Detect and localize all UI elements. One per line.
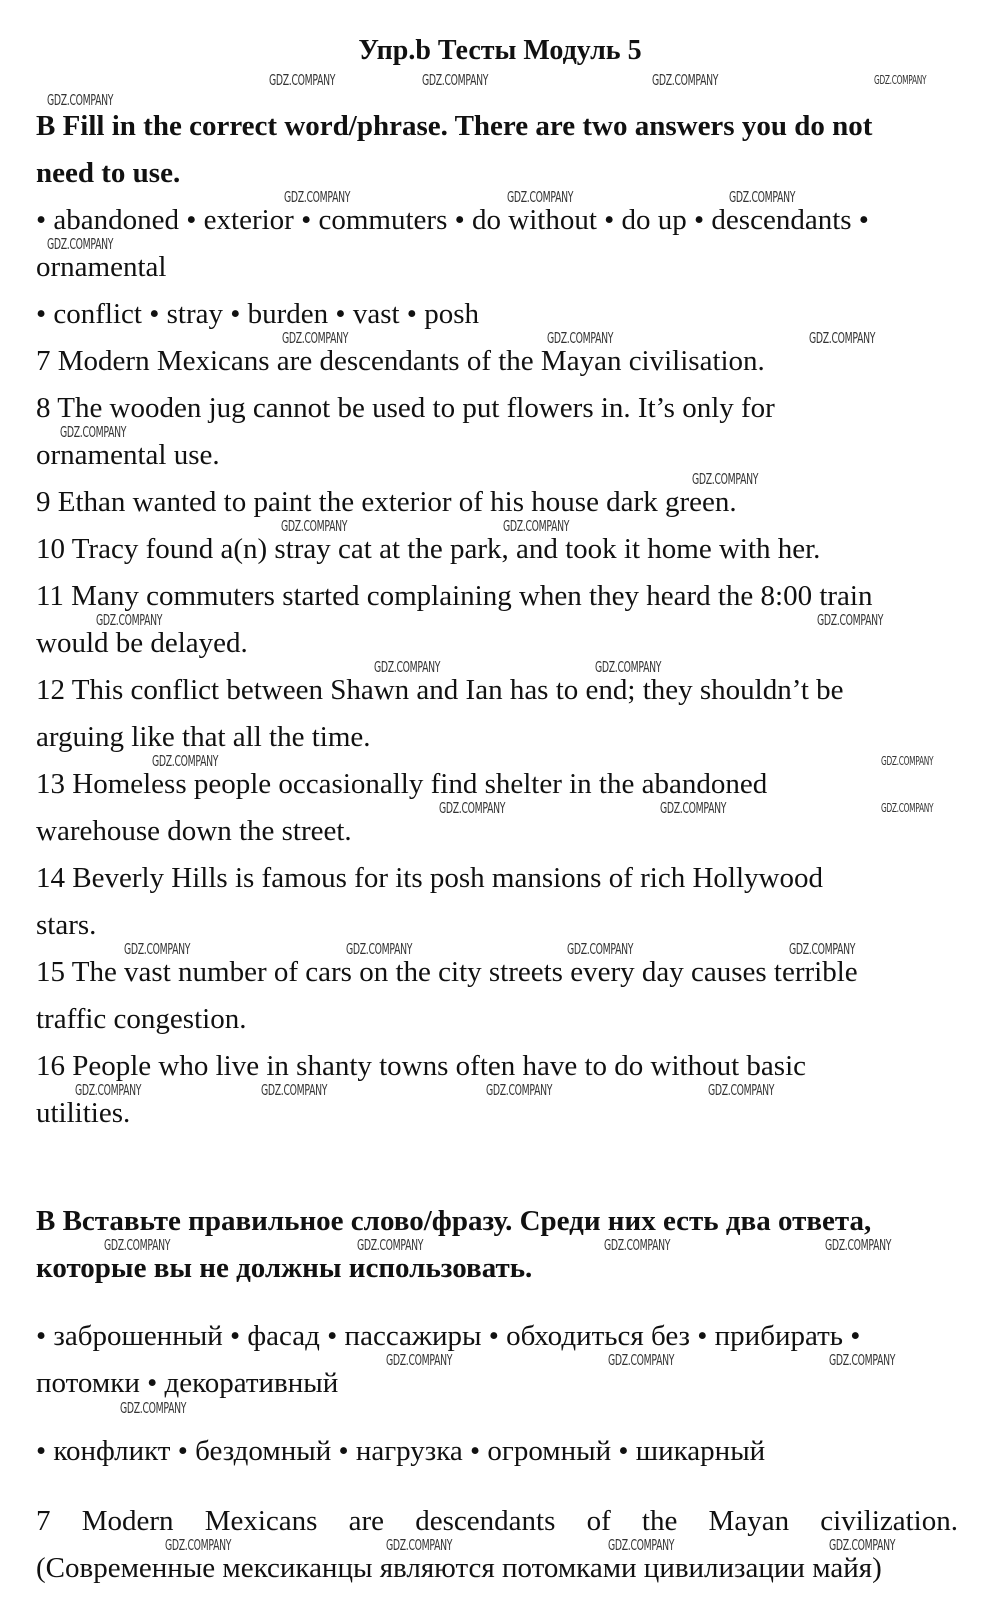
watermark: GDZ.COMPANY — [422, 71, 489, 89]
instruction-line: need to use. — [36, 157, 181, 189]
watermark: GDZ.COMPANY — [346, 940, 413, 958]
sentence-line: 7 Modern Mexicans are descendants of the Mayan civilization. — [36, 1505, 958, 1537]
watermark: GDZ.COMPANY — [874, 73, 927, 87]
watermark: GDZ.COMPANY — [608, 1351, 675, 1369]
sentence-line: 13 Homeless people occasionally find shelter in the abandoned — [36, 768, 768, 800]
watermark: GDZ.COMPANY — [152, 752, 219, 770]
sentence-line: ornamental use. — [36, 439, 220, 471]
sentence-line: 11 Many commuters started complaining when they heard the 8:00 train — [36, 580, 873, 612]
sentence-line: 10 Tracy found a(n) stray cat at the park, and took it home with her. — [36, 533, 821, 565]
sentence-line: would be delayed. — [36, 627, 248, 659]
watermark: GDZ.COMPANY — [604, 1236, 671, 1254]
watermark: GDZ.COMPANY — [120, 1399, 187, 1417]
sentence-line: arguing like that all the time. — [36, 721, 371, 753]
watermark: GDZ.COMPANY — [809, 329, 876, 347]
sentence-line: 9 Ethan wanted to paint the exterior of his house dark green. — [36, 486, 737, 518]
watermark: GDZ.COMPANY — [825, 1236, 892, 1254]
sentence-line: warehouse down the street. — [36, 815, 352, 847]
watermark: GDZ.COMPANY — [124, 940, 191, 958]
watermark: GDZ.COMPANY — [439, 799, 506, 817]
watermark: GDZ.COMPANY — [60, 423, 127, 441]
watermark: GDZ.COMPANY — [595, 658, 662, 676]
watermark: GDZ.COMPANY — [96, 611, 163, 629]
watermark: GDZ.COMPANY — [729, 188, 796, 206]
watermark: GDZ.COMPANY — [567, 940, 634, 958]
watermark: GDZ.COMPANY — [692, 470, 759, 488]
sentence-line: 12 This conflict between Shawn and Ian has to end; they shouldn’t be — [36, 674, 844, 706]
watermark: GDZ.COMPANY — [47, 235, 114, 253]
watermark: GDZ.COMPANY — [652, 71, 719, 89]
watermark: GDZ.COMPANY — [282, 329, 349, 347]
instruction-line: которые вы не должны использовать. — [36, 1252, 533, 1284]
word-bank-line: • abandoned • exterior • commuters • do without • do up • descendants • — [36, 204, 869, 236]
watermark: GDZ.COMPANY — [817, 611, 884, 629]
word-bank-line: • conflict • stray • burden • vast • posh — [36, 298, 479, 330]
watermark: GDZ.COMPANY — [789, 940, 856, 958]
watermark: GDZ.COMPANY — [269, 71, 336, 89]
instruction-line: B Вставьте правильное слово/фразу. Среди них есть два ответа, — [36, 1205, 872, 1237]
watermark: GDZ.COMPANY — [281, 517, 348, 535]
watermark: GDZ.COMPANY — [708, 1081, 775, 1099]
watermark: GDZ.COMPANY — [829, 1351, 896, 1369]
sentence-line: stars. — [36, 909, 97, 941]
word-bank-line: ornamental — [36, 251, 167, 283]
page-title: Упр.b Тесты Модуль 5 — [358, 35, 642, 66]
watermark: GDZ.COMPANY — [608, 1536, 675, 1554]
sentence-line: 15 The vast number of cars on the city streets every day causes terrible — [36, 956, 858, 988]
watermark: GDZ.COMPANY — [104, 1236, 171, 1254]
watermark: GDZ.COMPANY — [165, 1536, 232, 1554]
watermark: GDZ.COMPANY — [881, 801, 934, 815]
sentence-line: 8 The wooden jug cannot be used to put flowers in. It’s only for — [36, 392, 775, 424]
watermark: GDZ.COMPANY — [386, 1536, 453, 1554]
watermark: GDZ.COMPANY — [261, 1081, 328, 1099]
word-bank-line: • заброшенный • фасад • пассажиры • обходиться без • прибирать • — [36, 1320, 861, 1352]
watermark: GDZ.COMPANY — [503, 517, 570, 535]
watermark: GDZ.COMPANY — [547, 329, 614, 347]
watermark: GDZ.COMPANY — [374, 658, 441, 676]
instruction-line: B Fill in the correct word/phrase. There are two answers you do not — [36, 110, 873, 142]
sentence-line: (Современные мексиканцы являются потомками цивилизации майя) — [36, 1552, 882, 1584]
watermark: GDZ.COMPANY — [881, 754, 934, 768]
watermark: GDZ.COMPANY — [386, 1351, 453, 1369]
watermark: GDZ.COMPANY — [75, 1081, 142, 1099]
word-bank-line: потомки • декоративный — [36, 1367, 339, 1399]
watermark: GDZ.COMPANY — [357, 1236, 424, 1254]
watermark: GDZ.COMPANY — [660, 799, 727, 817]
sentence-line: 14 Beverly Hills is famous for its posh mansions of rich Hollywood — [36, 862, 823, 894]
watermark: GDZ.COMPANY — [486, 1081, 553, 1099]
watermark: GDZ.COMPANY — [284, 188, 351, 206]
watermark: GDZ.COMPANY — [47, 91, 114, 109]
watermark: GDZ.COMPANY — [507, 188, 574, 206]
sentence-line: 7 Modern Mexicans are descendants of the Mayan civilisation. — [36, 345, 765, 377]
word-bank-line: • конфликт • бездомный • нагрузка • огромный • шикарный — [36, 1435, 766, 1467]
watermark: GDZ.COMPANY — [829, 1536, 896, 1554]
sentence-line: traffic congestion. — [36, 1003, 247, 1035]
sentence-line: 16 People who live in shanty towns often have to do without basic — [36, 1050, 807, 1082]
sentence-line: utilities. — [36, 1097, 131, 1129]
